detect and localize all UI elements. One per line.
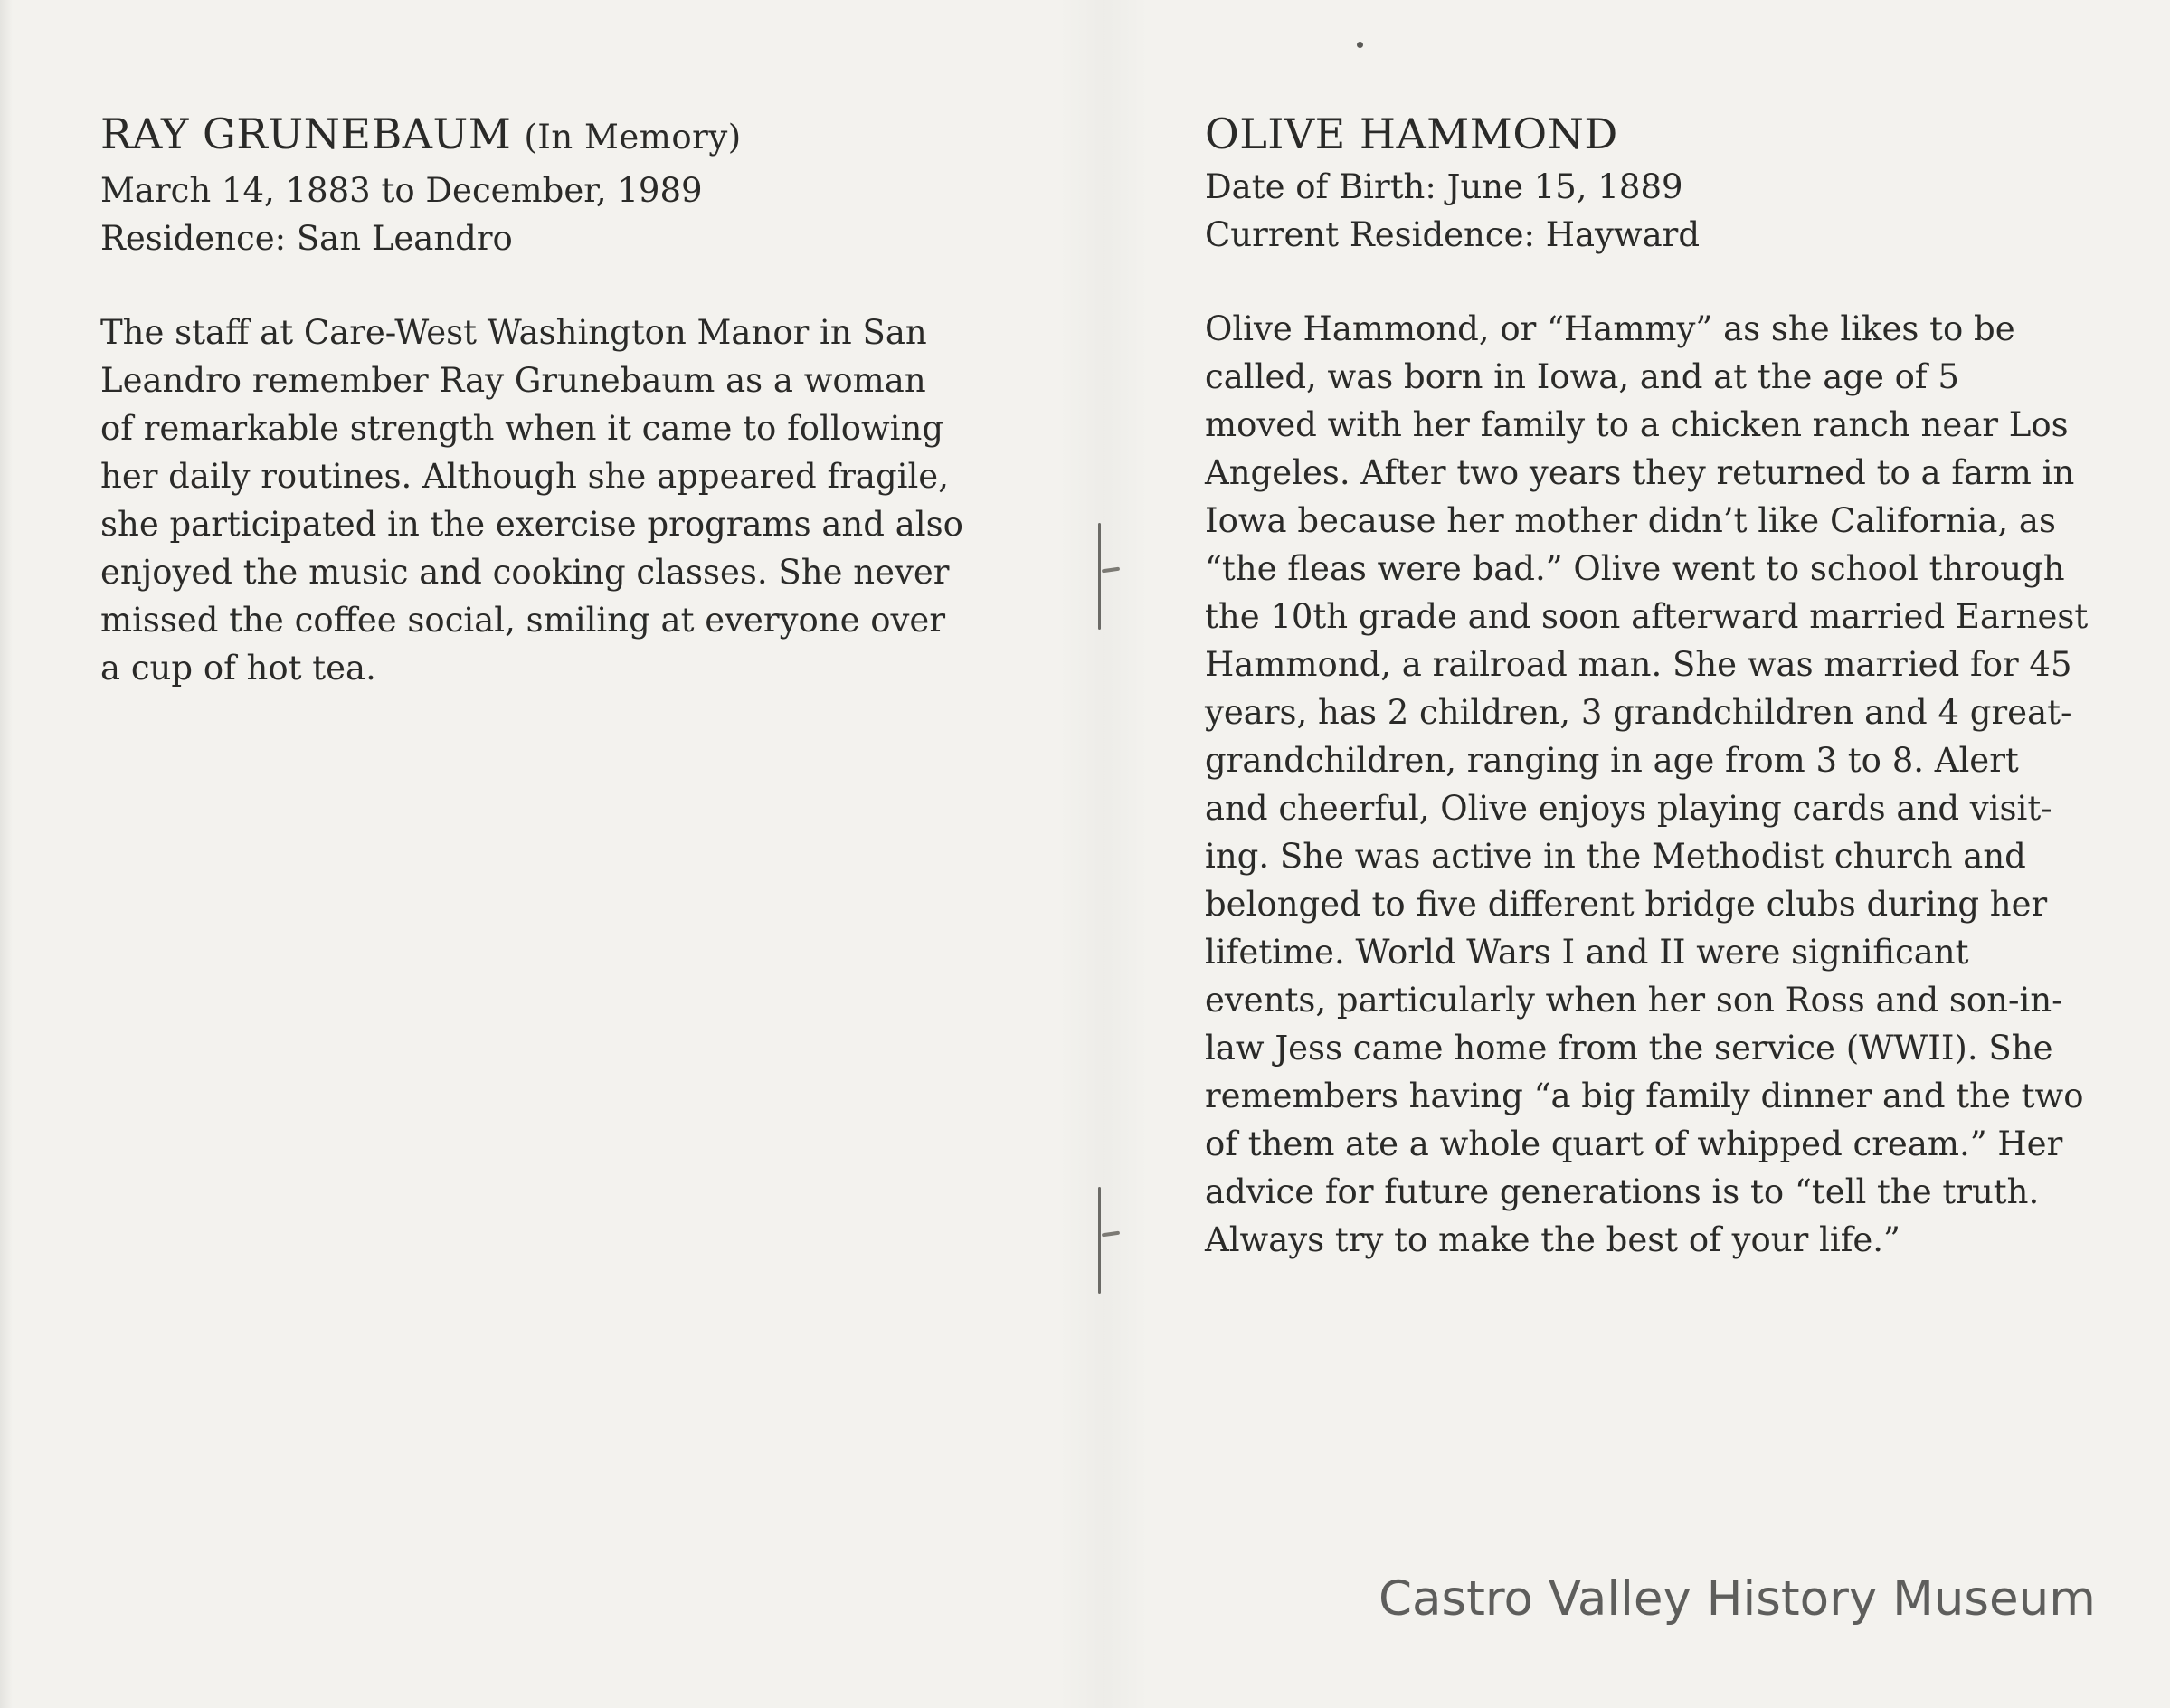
body-line: “the fleas were bad.” Olive went to school through <box>1205 549 2065 588</box>
museum-watermark: Castro Valley History Museum <box>1379 1571 2096 1627</box>
body-line: Always try to make the best of your life.” <box>1205 1220 1900 1259</box>
body-line: Hammond, a railroad man. She was married for 45 <box>1205 645 2072 684</box>
page-edge <box>0 0 13 1708</box>
body-line: lifetime. World Wars I and II were significant <box>1205 933 1969 972</box>
body-line: of them ate a whole quart of whipped cream.” Her <box>1205 1124 2063 1163</box>
left-entry-body <box>100 308 1014 692</box>
left-entry-heading <box>100 107 1014 165</box>
body-line: belonged to five different bridge clubs during her <box>1205 885 2048 924</box>
body-line: Olive Hammond, or “Hammy” as she likes to be <box>1205 309 2015 348</box>
body-line: remembers having “a big family dinner and the two <box>1205 1077 2084 1115</box>
right-entry <box>1205 107 2118 1264</box>
spine-shadow <box>1058 0 1149 1708</box>
body-line: the 10th grade and soon afterward married Earnest <box>1205 597 2089 636</box>
body-line: enjoyed the music and cooking classes. She never <box>100 553 950 592</box>
left-entry-dates: March 14, 1883 to December, 1989 <box>100 171 703 210</box>
body-line: ing. She was active in the Methodist church and <box>1205 837 2026 876</box>
body-line: grandchildren, ranging in age from 3 to 8. Alert <box>1205 741 2019 780</box>
body-line: missed the coffee social, smiling at everyone over <box>100 601 946 640</box>
right-entry-body <box>1205 305 2118 1264</box>
body-line: Angeles. After two years they returned to a farm in <box>1205 453 2075 492</box>
body-line: she participated in the exercise programs and also <box>100 505 963 544</box>
body-line: a cup of hot tea. <box>100 649 376 688</box>
right-entry-residence: Current Residence: Hayward <box>1205 215 1701 254</box>
body-line: called, was born in Iowa, and at the age of 5 <box>1205 357 1959 396</box>
body-line: her daily routines. Although she appeared fragile, <box>100 457 949 496</box>
body-line: Leandro remember Ray Grunebaum as a woman <box>100 361 926 400</box>
body-line: years, has 2 children, 3 grandchildren and 4 great- <box>1205 693 2072 732</box>
left-entry-residence: Residence: San Leandro <box>100 219 513 258</box>
body-line: moved with her family to a chicken ranch near Los <box>1205 405 2069 444</box>
body-line: events, particularly when her son Ross and son-in- <box>1205 981 2063 1020</box>
body-line: law Jess came home from the service (WWII). She <box>1205 1029 2053 1068</box>
body-line: The staff at Care-West Washington Manor in San <box>100 313 927 352</box>
right-entry-name: OLIVE HAMMOND <box>1205 109 1618 158</box>
body-line: Iowa because her mother didn’t like California, as <box>1205 501 2056 540</box>
left-entry <box>100 107 1014 692</box>
body-line: advice for future generations is to “tell the truth. <box>1205 1172 2040 1211</box>
body-line: and cheerful, Olive enjoys playing cards and visit- <box>1205 789 2052 828</box>
ink-dot <box>1357 42 1363 48</box>
left-entry-name: RAY GRUNEBAUM <box>100 109 512 158</box>
right-entry-birth: Date of Birth: June 15, 1889 <box>1205 167 1683 206</box>
body-line: of remarkable strength when it came to following <box>100 409 944 448</box>
left-entry-note: (In Memory) <box>524 118 742 157</box>
